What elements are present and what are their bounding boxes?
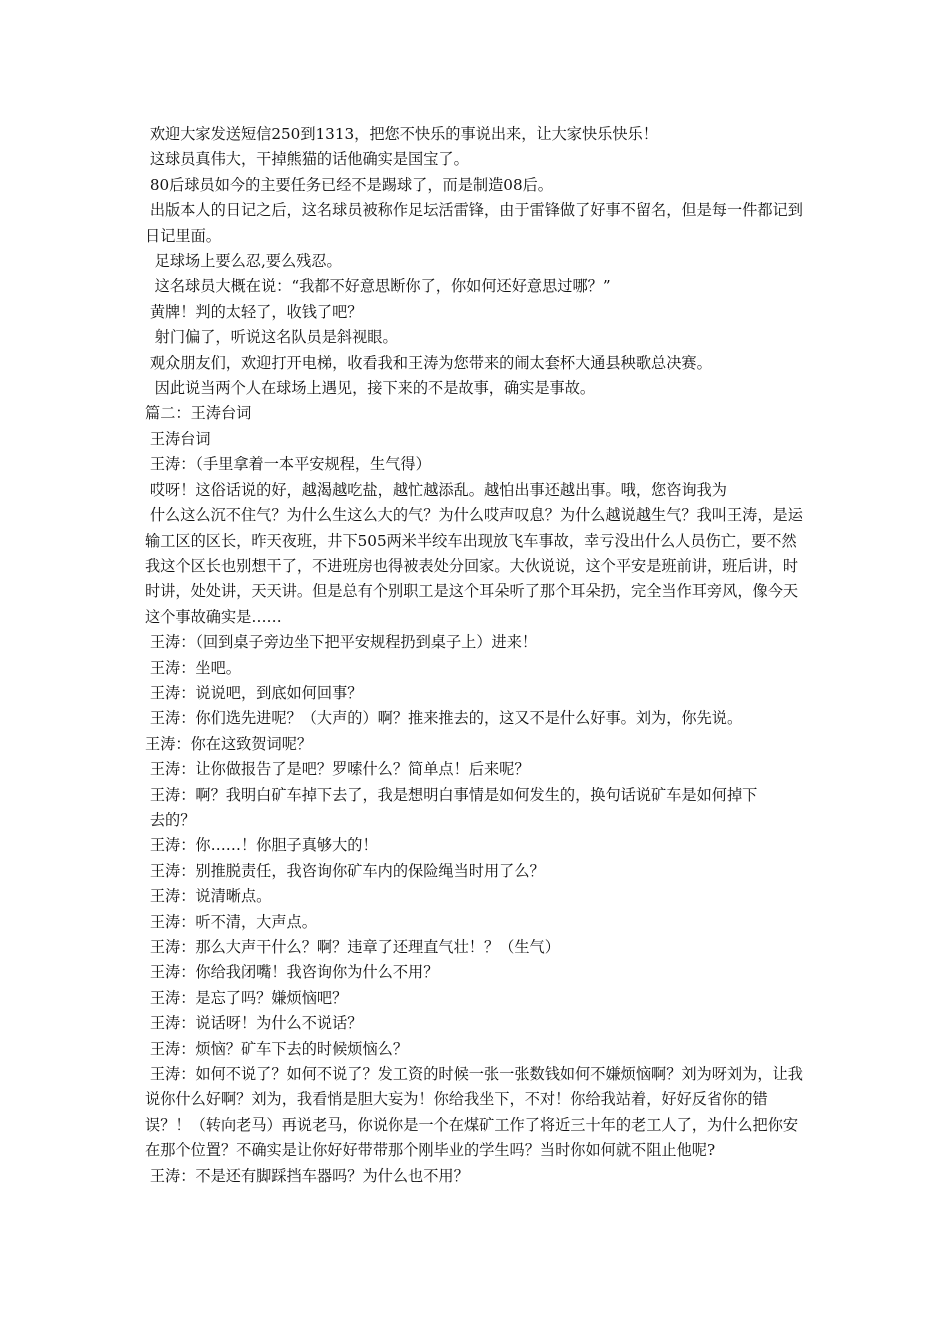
dialogue-line: 王涛：说说吧，到底如何回事？ — [145, 683, 363, 702]
dialogue-line: 王涛：你给我闭嘴！我咨询你为什么不用？ — [145, 963, 439, 982]
paragraph: 这球员真伟大，干掉熊猫的话他确实是国宝了。 — [145, 150, 469, 169]
dialogue-line: 王涛：说清晰点。 — [145, 887, 272, 906]
dialogue-line: 王涛：听不清，大声点。 — [145, 912, 317, 931]
dialogue-line: 王涛：烦恼？矿车下去的时候烦恼么？ — [145, 1039, 409, 1058]
document-body — [145, 122, 811, 1189]
dialogue-line: 王涛：（回到桌子旁边坐下把平安规程扔到桌子上）进来！ — [145, 633, 538, 652]
dialogue-line: 王涛：不是还有脚踩挡车器吗？为什么也不用？ — [145, 1166, 469, 1185]
paragraph: 因此说当两个人在球场上遇见，接下来的不是故事，确实是事故。 — [145, 379, 596, 398]
paragraph: 什么这么沉不住气？为什么生这么大的气？为什么哎声叹息？为什么越说越生气？我叫王涛，是运输工区的区长，昨天夜班，井下505两米半绞车出现放飞车事故，幸亏没出什么人员伤亡，要不然我这个区长也别想干了，不进班房也得被表处分回家。大伙说说，这个平安是班前讲，班后讲，时时讲，处处讲，天天讲。但是总有个别职工是这个耳朵听了那个耳朵扔，完全当作耳旁风，像今天这个事故确实是…… — [145, 506, 803, 626]
dialogue-line: 王涛：说话呀！为什么不说话？ — [145, 1014, 363, 1033]
paragraph: 观众朋友们，欢迎打开电梯，收看我和王涛为您带来的闹太套杯大通县秧歌总决赛。 — [145, 353, 712, 372]
dialogue-line: 王涛：是忘了吗？嫌烦恼吧？ — [145, 988, 348, 1007]
dialogue-line: 王涛：坐吧。 — [145, 658, 241, 677]
paragraph: 欢迎大家发送短信250到1313，把您不快乐的事说出来，让大家快乐快乐！ — [145, 125, 658, 143]
paragraph: 足球场上要么忍,要么残忍。 — [145, 252, 342, 271]
dialogue-line: 王涛：你在这致贺词呢？ — [145, 734, 313, 753]
dialogue-line: 王涛：你……！你胆子真够大的！ — [145, 836, 378, 855]
paragraph: 这名球员大概在说：“我都不好意思断你了，你如何还好意思过哪？” — [145, 277, 611, 296]
stage-direction: 王涛：（手里拿着一本平安规程，生气得） — [145, 455, 431, 474]
paragraph: 80后球员如今的主要任务已经不是踢球了，而是制造08后。 — [145, 175, 553, 194]
paragraph: 出版本人的日记之后，这名球员被称作足坛活雷锋，由于雷锋做了好事不留名，但是每一件都记到日记里面。 — [145, 201, 803, 245]
dialogue-line: 王涛：那么大声干什么？啊？违章了还理直气壮！？（生气） — [145, 938, 560, 956]
section-subtitle: 王涛台词 — [145, 429, 211, 448]
paragraph: 哎呀！这俗话说的好，越渴越吃盐，越忙越添乱。越怕出事还越出事。哦，您咨询我为 — [145, 480, 727, 499]
dialogue-line: 王涛：啊？我明白矿车掉下去了，我是想明白事情是如何发生的，换句话说矿车是如何掉下 — [145, 785, 758, 804]
dialogue-line: 王涛：你们选先进呢？（大声的）啊？推来推去的，这又不是什么好事。刘为，你先说。 — [145, 709, 743, 728]
paragraph: 黄牌！判的太轻了，收钱了吧？ — [145, 302, 363, 321]
paragraph: 射门偏了，听说这名队员是斜视眼。 — [145, 328, 398, 347]
dialogue-line: 去的？ — [145, 810, 196, 829]
dialogue-line: 王涛：别推脱责任，我咨询你矿车内的保险绳当时用了么？ — [145, 861, 545, 880]
dialogue-line: 王涛：让你做报告了是吧？罗嗦什么？简单点！后来呢？ — [145, 760, 530, 779]
section-heading: 篇二：王涛台词 — [145, 404, 252, 423]
dialogue-line: 王涛：如何不说了？如何不说了？发工资的时候一张一张数钱如何不嫌烦恼啊？刘为呀刘为，让我说你什么好啊？刘为，我看悄是胆大妄为！你给我坐下，不对！你给我站着，好好反省你的错误？！（转向老马）再说老马，你说你是一个在煤矿工作了将近三十年的老工人了，为什么把你安在那个位置？不确实是让你好好带带那个刚毕业的学生吗？当时你如何就不阻止他呢? — [145, 1065, 803, 1160]
